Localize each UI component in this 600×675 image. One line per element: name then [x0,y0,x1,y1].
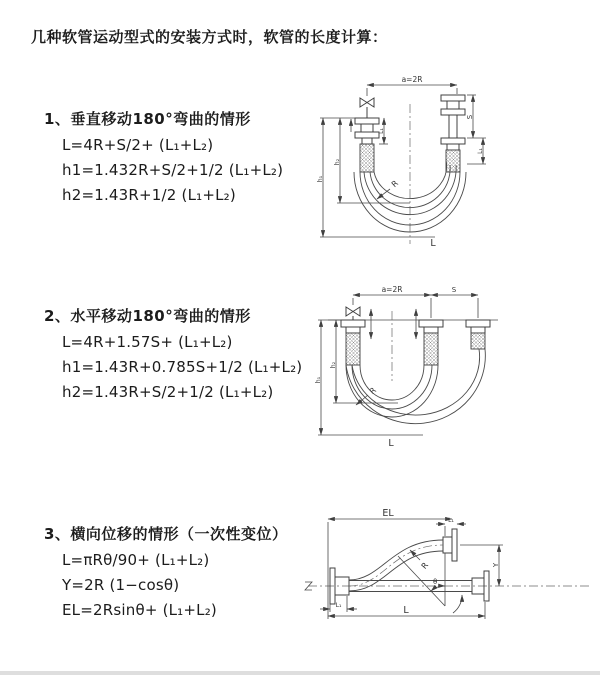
page-title: 几种软管运动型式的安装方式时，软管的长度计算： [31,28,388,46]
formula-line: h1=1.43R+0.785S+1/2 (L₁+L₂) [62,358,303,376]
formula-line: h2=1.43R+S/2+1/2 (L₁+L₂) [62,383,274,401]
formula-line: h1=1.432R+S/2+1/2 (L₁+L₂) [62,161,284,179]
dim-s [466,95,486,138]
length-label: L [403,605,409,616]
angle-label: θ [433,578,438,586]
section-2-heading: 2、水平移动180°弯曲的情形 [44,307,251,325]
radius-label: R [367,385,378,397]
diagram-lateral-displacement [300,496,600,668]
section-2-formulas [62,333,302,401]
dim-s [431,286,478,318]
radius-callout [410,550,430,571]
length-label: L [388,438,394,449]
valve-icon [346,307,360,320]
section-horizontal-movement [44,305,302,401]
dim-a-label: a=2R [381,285,403,294]
radius-callout [377,178,400,199]
dim-l [328,602,485,619]
dim-l1-left [320,596,357,612]
radius-label: R [419,560,431,571]
formula-line: L=πRθ/90+ (L₁+L₂) [62,551,210,569]
hose-u-bend [346,349,485,424]
dim-l1-top-label: L₁ [448,517,454,524]
dim-a-label: a=2R [401,75,423,84]
dim-s-label: S [466,114,474,120]
dim-l1-left-label: L₁ [335,602,342,609]
dim-y-label: Y [492,562,500,568]
formula-line: L=4R+1.57S+ (L₁+L₂) [62,333,233,351]
dim-y [460,545,503,586]
middle-pipe-fitting [419,320,443,365]
section-lateral-displacement [44,523,287,619]
dim-h1-label: h₁ [317,175,324,183]
diagram-3-drawing [300,496,600,668]
length-label: L [430,238,436,249]
section-1-formulas [62,136,283,204]
section-3-formulas [62,551,287,619]
hose-braid [346,333,360,365]
hose-braid [424,333,438,365]
dim-l1-top [436,517,466,536]
hose-braid [471,333,485,349]
formula-line: EL=2Rsinθ+ (L₁+L₂) [62,601,217,619]
dim-h2-label: h₂ [330,361,337,369]
hose-braid [446,150,460,172]
radius-label: R [389,178,400,190]
left-pipe-fitting [355,118,379,172]
dim-l1-right-label: L₁ [477,148,484,154]
dim-s-label: S [451,286,457,294]
formula-line: L=4R+S/2+ (L₁+L₂) [62,136,214,154]
dim-el-label: EL [382,508,394,519]
formula-line: Y=2R (1−cosθ) [62,576,180,594]
section-vertical-movement [44,108,283,204]
dim-h2-label: h₂ [334,158,341,166]
diagram-1-drawing [310,72,590,262]
section-1-heading: 1、垂直移动180°弯曲的情形 [44,110,251,128]
diagram-2-drawing [308,283,593,455]
scan-edge [0,671,600,675]
diagram-vertical-180-bend [310,72,590,262]
hose-braid [360,144,374,172]
dim-l1-right [467,138,486,164]
formula-line: h2=1.43R+1/2 (L₁+L₂) [62,186,236,204]
diagram-horizontal-180-bend [308,283,593,455]
angle-construction [398,553,462,613]
section-3-heading: 3、横向位移的情形（一次性变位） [44,525,288,543]
dim-h1-label: h₁ [315,376,322,384]
right-pipe-fitting [466,320,490,349]
left-pipe-fitting [341,320,365,365]
dim-l1-left-label: L₁ [378,128,385,134]
dim-a-2r [367,75,457,96]
right-pipe-fitting [441,95,465,172]
valve-icon [360,98,374,118]
dim-h1 [315,320,423,435]
dim-h2 [330,320,398,403]
